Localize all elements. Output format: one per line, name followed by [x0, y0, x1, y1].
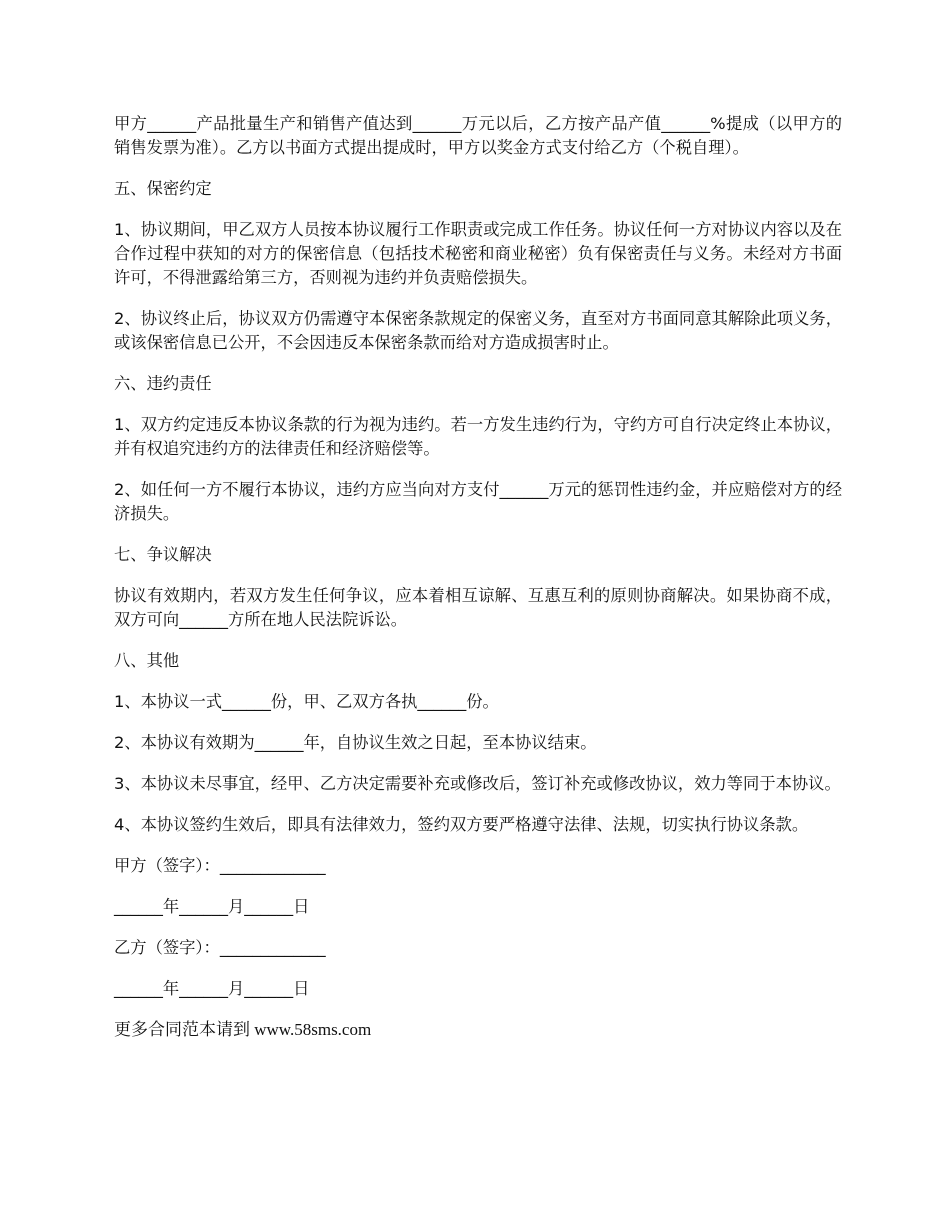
section-heading-liability: 六、违约责任	[114, 374, 212, 393]
confidentiality-clause-1: 1、协议期间，甲乙双方人员按本协议履行工作职责或完成工作任务。协议任何一方对协议内容以及在合作过程中获知的对方的保密信息（包括技术秘密和商业秘密）负有保密责任与义务。未经对方书面许可，不得泄露给第三方，否则视为违约并负责赔偿损失。	[114, 220, 842, 287]
commission-paragraph: 甲方______产品批量生产和销售产值达到______万元以后，乙方按产品产值______%提成（以甲方的销售发票为准）。乙方以书面方式提出提成时，甲方以奖金方式支付给乙方（个税自理）。	[114, 114, 842, 157]
party-b-date: ______年______月______日	[114, 979, 310, 998]
liability-clause-1: 1、双方约定违反本协议条款的行为视为违约。若一方发生违约行为，守约方可自行决定终止本协议，并有权追究违约方的法律责任和经济赔偿等。	[114, 415, 842, 458]
document-body	[114, 112, 842, 1042]
party-a-date: ______年______月______日	[114, 897, 310, 916]
party-b-signature: 乙方（签字）：_____________	[114, 938, 326, 957]
party-a-signature: 甲方（签字）：_____________	[114, 856, 326, 875]
section-heading-dispute: 七、争议解决	[114, 545, 212, 564]
other-clause-1: 1、本协议一式______份，甲、乙双方各执______份。	[114, 692, 499, 711]
other-clause-4: 4、本协议签约生效后，即具有法律效力，签约双方要严格遵守法律、法规，切实执行协议条款。	[114, 815, 809, 834]
liability-clause-2: 2、如任何一方不履行本协议，违约方应当向对方支付______万元的惩罚性违约金，并应赔偿对方的经济损失。	[114, 480, 842, 523]
section-heading-confidentiality: 五、保密约定	[114, 179, 212, 198]
dispute-clause: 协议有效期内，若双方发生任何争议，应本着相互谅解、互惠互利的原则协商解决。如果协商不成，双方可向______方所在地人民法院诉讼。	[114, 586, 842, 629]
other-clause-3: 3、本协议未尽事宜，经甲、乙方决定需要补充或修改后，签订补充或修改协议，效力等同于本协议。	[114, 774, 841, 793]
confidentiality-clause-2: 2、协议终止后，协议双方仍需遵守本保密条款规定的保密义务，直至对方书面同意其解除此项义务，或该保密信息已公开，不会因违反本保密条款而给对方造成损害时止。	[114, 309, 842, 352]
section-heading-other: 八、其他	[114, 651, 180, 670]
footer-link-text: 更多合同范本请到 www.58sms.com	[114, 1020, 372, 1039]
other-clause-2: 2、本协议有效期为______年，自协议生效之日起，至本协议结束。	[114, 733, 597, 752]
